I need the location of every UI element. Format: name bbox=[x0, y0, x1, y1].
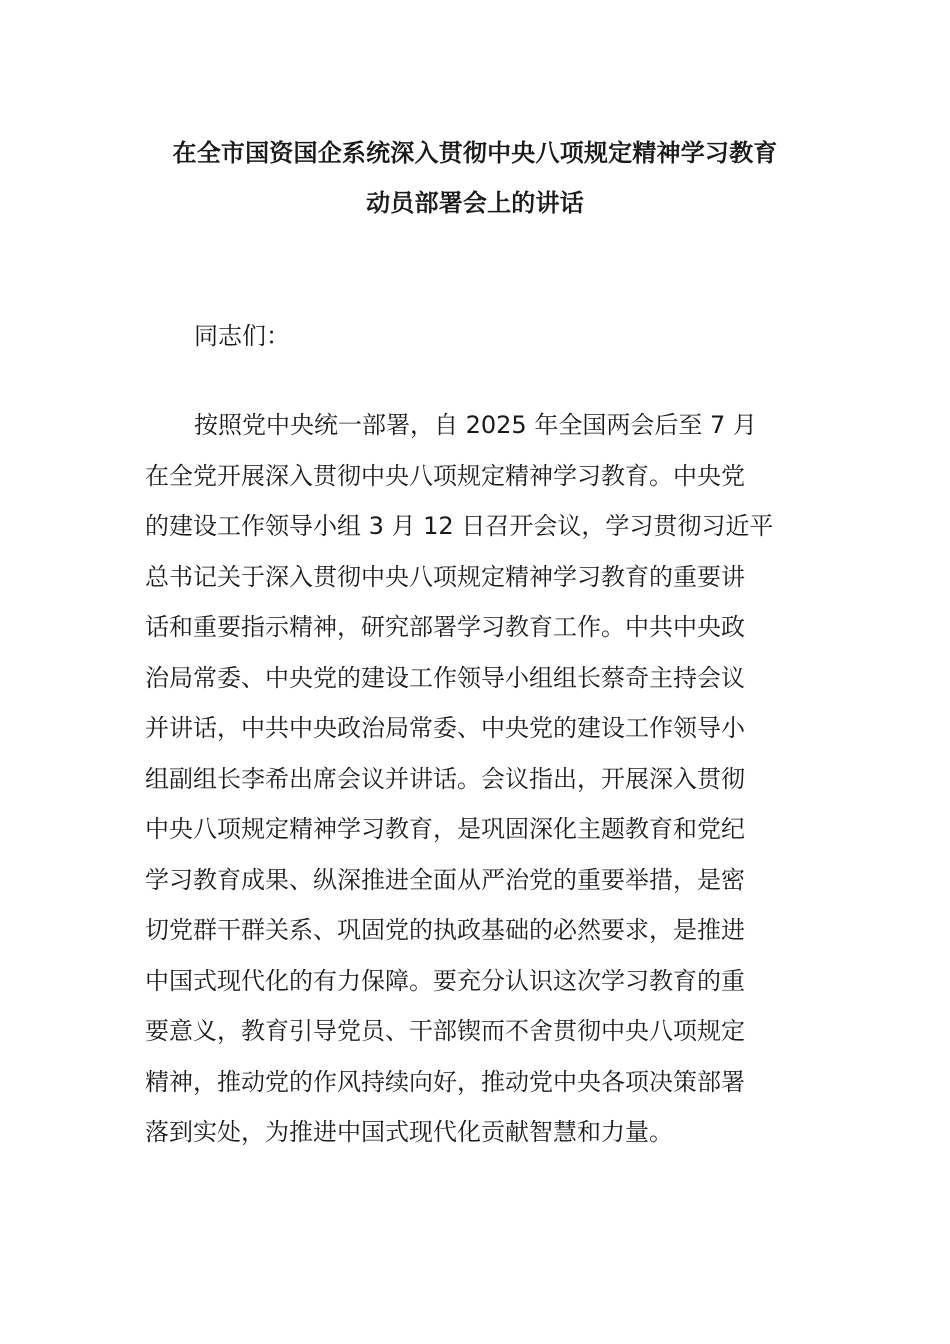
paragraph-line: 的建设工作领导小组 3 月 12 日召开会议，学习贯彻习近平 bbox=[145, 512, 774, 540]
body-paragraph bbox=[145, 400, 805, 1158]
paragraph-line: 中央八项规定精神学习教育，是巩固深化主题教育和党纪 bbox=[145, 815, 745, 843]
document-title bbox=[100, 128, 850, 228]
paragraph-line: 切党群干群关系、巩固党的执政基础的必然要求，是推进 bbox=[145, 916, 745, 944]
paragraph-line: 在全党开展深入贯彻中央八项规定精神学习教育。中央党 bbox=[145, 461, 745, 490]
title-line-1: 在全市国资国企系统深入贯彻中央八项规定精神学习教育 bbox=[172, 139, 778, 167]
paragraph-line: 话和重要指示精神，研究部署学习教育工作。中共中央政 bbox=[145, 613, 745, 641]
salutation: 同志们： bbox=[194, 322, 290, 350]
paragraph-line: 要意义，教育引导党员、干部锲而不舍贯彻中央八项规定 bbox=[145, 1017, 745, 1045]
paragraph-line: 精神，推动党的作风持续向好，推动党中央各项决策部署 bbox=[145, 1067, 745, 1096]
paragraph-line: 按照党中央统一部署，自 2025 年全国两会后至 7 月 bbox=[194, 411, 757, 439]
title-line-2: 动员部署会上的讲话 bbox=[366, 189, 584, 217]
paragraph-line: 并讲话，中共中央政治局常委、中央党的建设工作领导小 bbox=[145, 714, 745, 742]
paragraph-line: 中国式现代化的有力保障。要充分认识这次学习教育的重 bbox=[145, 966, 745, 995]
paragraph-line: 组副组长李希出席会议并讲话。会议指出，开展深入贯彻 bbox=[145, 764, 745, 793]
paragraph-line: 学习教育成果、纵深推进全面从严治党的重要举措，是密 bbox=[145, 865, 745, 894]
paragraph-line: 落到实处，为推进中国式现代化贡献智慧和力量。 bbox=[145, 1118, 673, 1146]
paragraph-line: 总书记关于深入贯彻中央八项规定精神学习教育的重要讲 bbox=[145, 562, 745, 591]
paragraph-line: 治局常委、中央党的建设工作领导小组组长蔡奇主持会议 bbox=[145, 663, 745, 692]
